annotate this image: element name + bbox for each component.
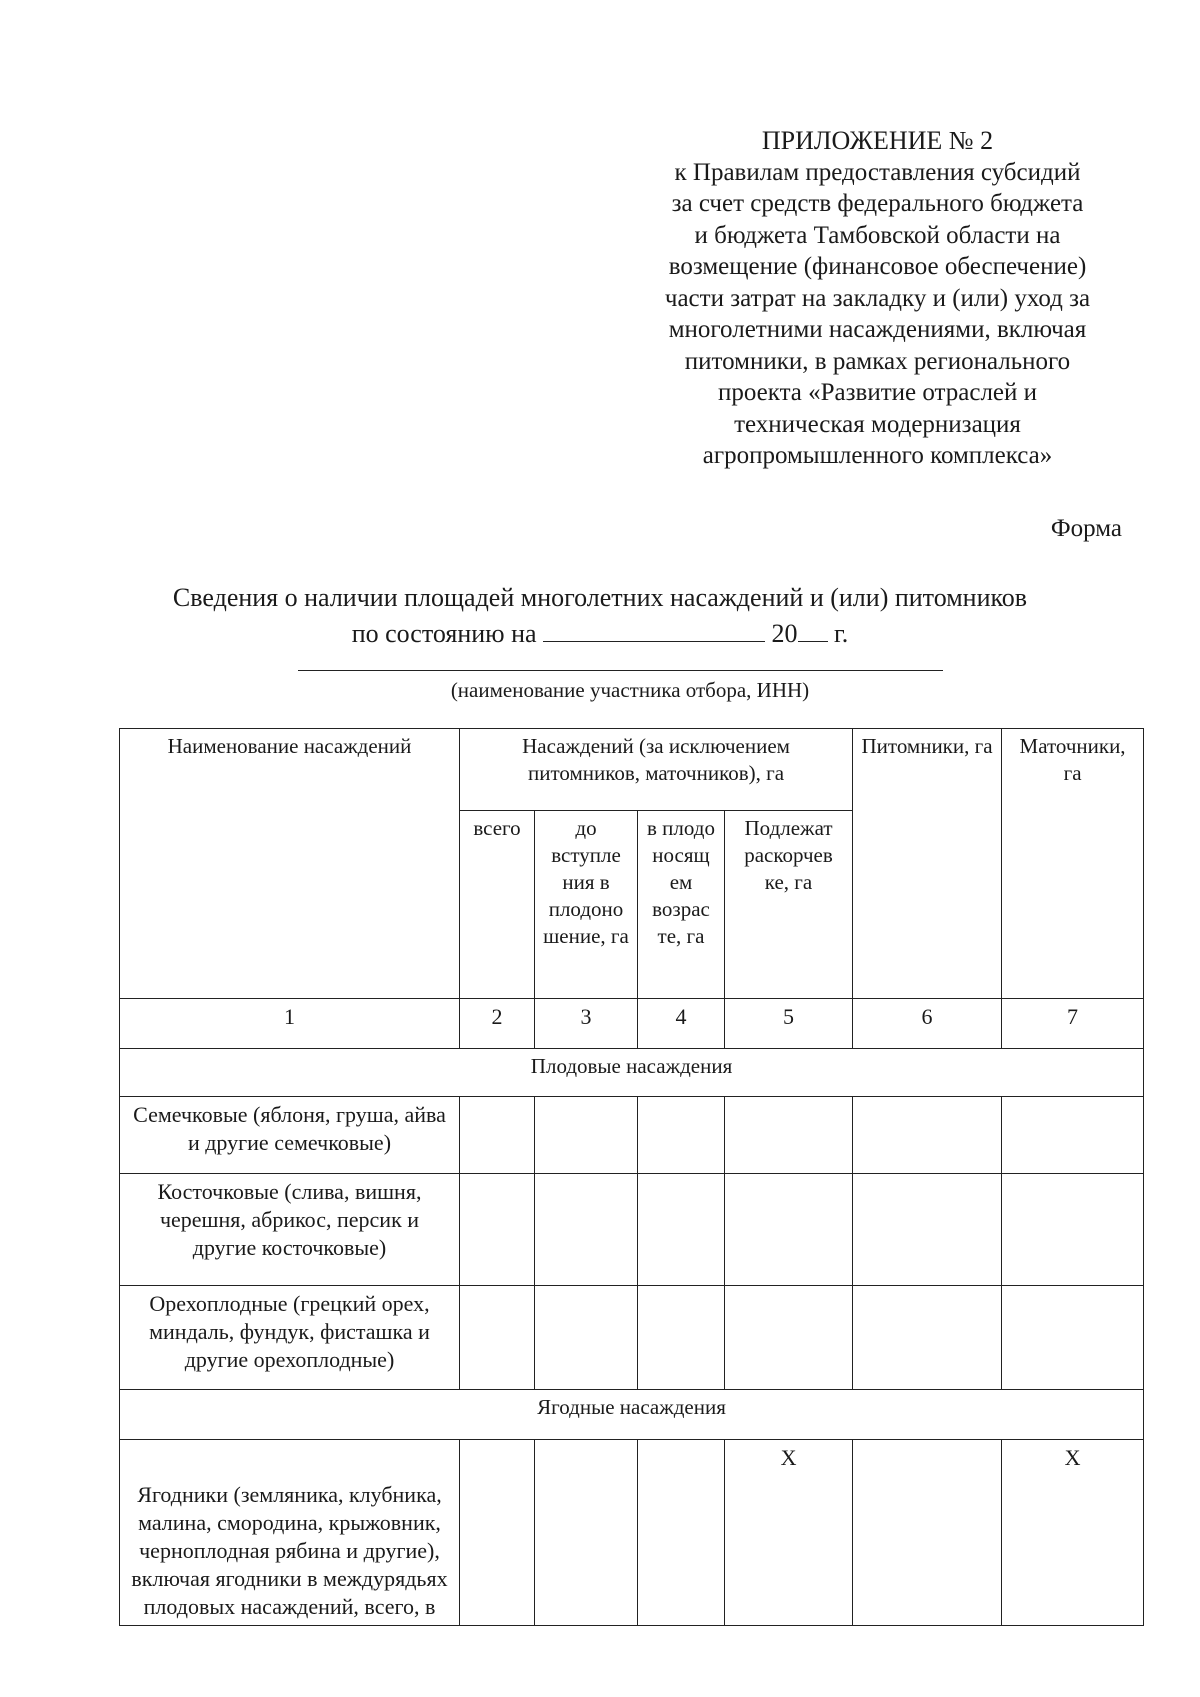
year-prefix: 20 xyxy=(771,619,798,648)
x-mark: Х xyxy=(725,1440,853,1626)
table-cell[interactable] xyxy=(535,1286,638,1390)
table-cell[interactable] xyxy=(460,1174,535,1286)
column-number: 6 xyxy=(853,999,1002,1049)
table-cell[interactable] xyxy=(725,1097,853,1174)
table-cell[interactable] xyxy=(460,1440,535,1626)
appendix-line: возмещение (финансовое обеспечение) xyxy=(668,253,1087,280)
table-cell[interactable] xyxy=(853,1097,1002,1174)
column-number: 5 xyxy=(725,999,853,1049)
column-number: 4 xyxy=(638,999,725,1049)
appendix-line: техническая модернизация xyxy=(734,410,1021,438)
appendix-heading: ПРИЛОЖЕНИЕ № 2 xyxy=(761,126,994,155)
participant-name-field[interactable] xyxy=(298,670,943,671)
table-cell[interactable] xyxy=(460,1286,535,1390)
table-cell[interactable] xyxy=(535,1174,638,1286)
form-label: Форма xyxy=(1050,515,1122,542)
table-cell[interactable] xyxy=(853,1174,1002,1286)
column-number: 1 xyxy=(120,999,460,1049)
header-name: Наименование насаждений xyxy=(120,729,460,999)
table-cell[interactable] xyxy=(725,1286,853,1390)
appendix-line: агропромышленного комплекса» xyxy=(702,442,1053,469)
header-mother-plants: Маточники, га xyxy=(1002,729,1144,999)
table-cell[interactable] xyxy=(638,1097,725,1174)
appendix-line: части затрат на закладку и (или) уход за xyxy=(664,284,1091,312)
appendix-line: проекта «Развитие отраслей и xyxy=(717,379,1038,406)
appendix-line: и бюджета Тамбовской области на xyxy=(694,221,1061,249)
x-mark: Х xyxy=(1002,1440,1144,1626)
plantings-table xyxy=(119,728,1144,1626)
row-label-berries: Ягодники (земляника, клубника, малина, смородина, крыжовник, черноплодная рябина и другие), включая ягодники в междурядьях плодовых насаждений, всего, в xyxy=(120,1440,460,1626)
appendix-line: многолетними насаждениями, включая xyxy=(668,316,1087,343)
table-cell[interactable] xyxy=(853,1440,1002,1626)
row-label-nut: Орехоплодные (грецкий орех, миндаль, фундук, фисташка и другие орехоплодные) xyxy=(120,1286,460,1390)
row-label-stone: Косточковые (слива, вишня, черешня, абрикос, персик и другие косточковые) xyxy=(120,1174,460,1286)
appendix-line: к Правилам предоставления субсидий xyxy=(674,158,1081,186)
header-total: всего xyxy=(460,811,535,999)
appendix-line: за счет средств федерального бюджета xyxy=(671,190,1084,217)
table-cell[interactable] xyxy=(535,1440,638,1626)
year-suffix: г. xyxy=(834,619,849,648)
table-cell[interactable] xyxy=(638,1286,725,1390)
column-number: 7 xyxy=(1002,999,1144,1049)
header-before-fruiting: до вступле ния в плодоно шение, га xyxy=(535,811,638,999)
table-cell[interactable] xyxy=(638,1440,725,1626)
header-to-uproot: Подлежат раскорчев ке, га xyxy=(725,811,853,999)
title-line-2 xyxy=(0,616,1200,652)
section-berry: Ягодные насаждения xyxy=(120,1390,1144,1440)
document-title xyxy=(0,580,1200,652)
appendix-line: питомники, в рамках регионального xyxy=(684,347,1071,375)
date-blank-field[interactable] xyxy=(543,619,765,642)
section-fruit: Плодовые насаждения xyxy=(120,1049,1144,1097)
appendix-block xyxy=(625,125,1130,472)
table-cell[interactable] xyxy=(638,1174,725,1286)
header-plantings-group: Насаждений (за исключением питомников, маточников), га xyxy=(460,729,853,811)
table-cell[interactable] xyxy=(1002,1174,1144,1286)
table-cell[interactable] xyxy=(725,1174,853,1286)
table-cell[interactable] xyxy=(535,1097,638,1174)
table-cell[interactable] xyxy=(853,1286,1002,1390)
title-line-1: Сведения о наличии площадей многолетних насаждений и (или) питомников xyxy=(172,583,1028,612)
date-prefix: по состоянию на xyxy=(351,619,537,648)
table-cell[interactable] xyxy=(460,1097,535,1174)
column-number: 2 xyxy=(460,999,535,1049)
participant-caption: (наименование участника отбора, ИНН) xyxy=(450,678,810,702)
table-cell[interactable] xyxy=(1002,1286,1144,1390)
row-label-pome: Семечковые (яблоня, груша, айва и другие семечковые) xyxy=(120,1097,460,1174)
table-cell[interactable] xyxy=(1002,1097,1144,1174)
header-fruiting-age: в плодо носящ ем возрас те, га xyxy=(638,811,725,999)
column-number: 3 xyxy=(535,999,638,1049)
header-nurseries: Питомники, га xyxy=(853,729,1002,999)
year-blank-field[interactable] xyxy=(798,619,828,642)
